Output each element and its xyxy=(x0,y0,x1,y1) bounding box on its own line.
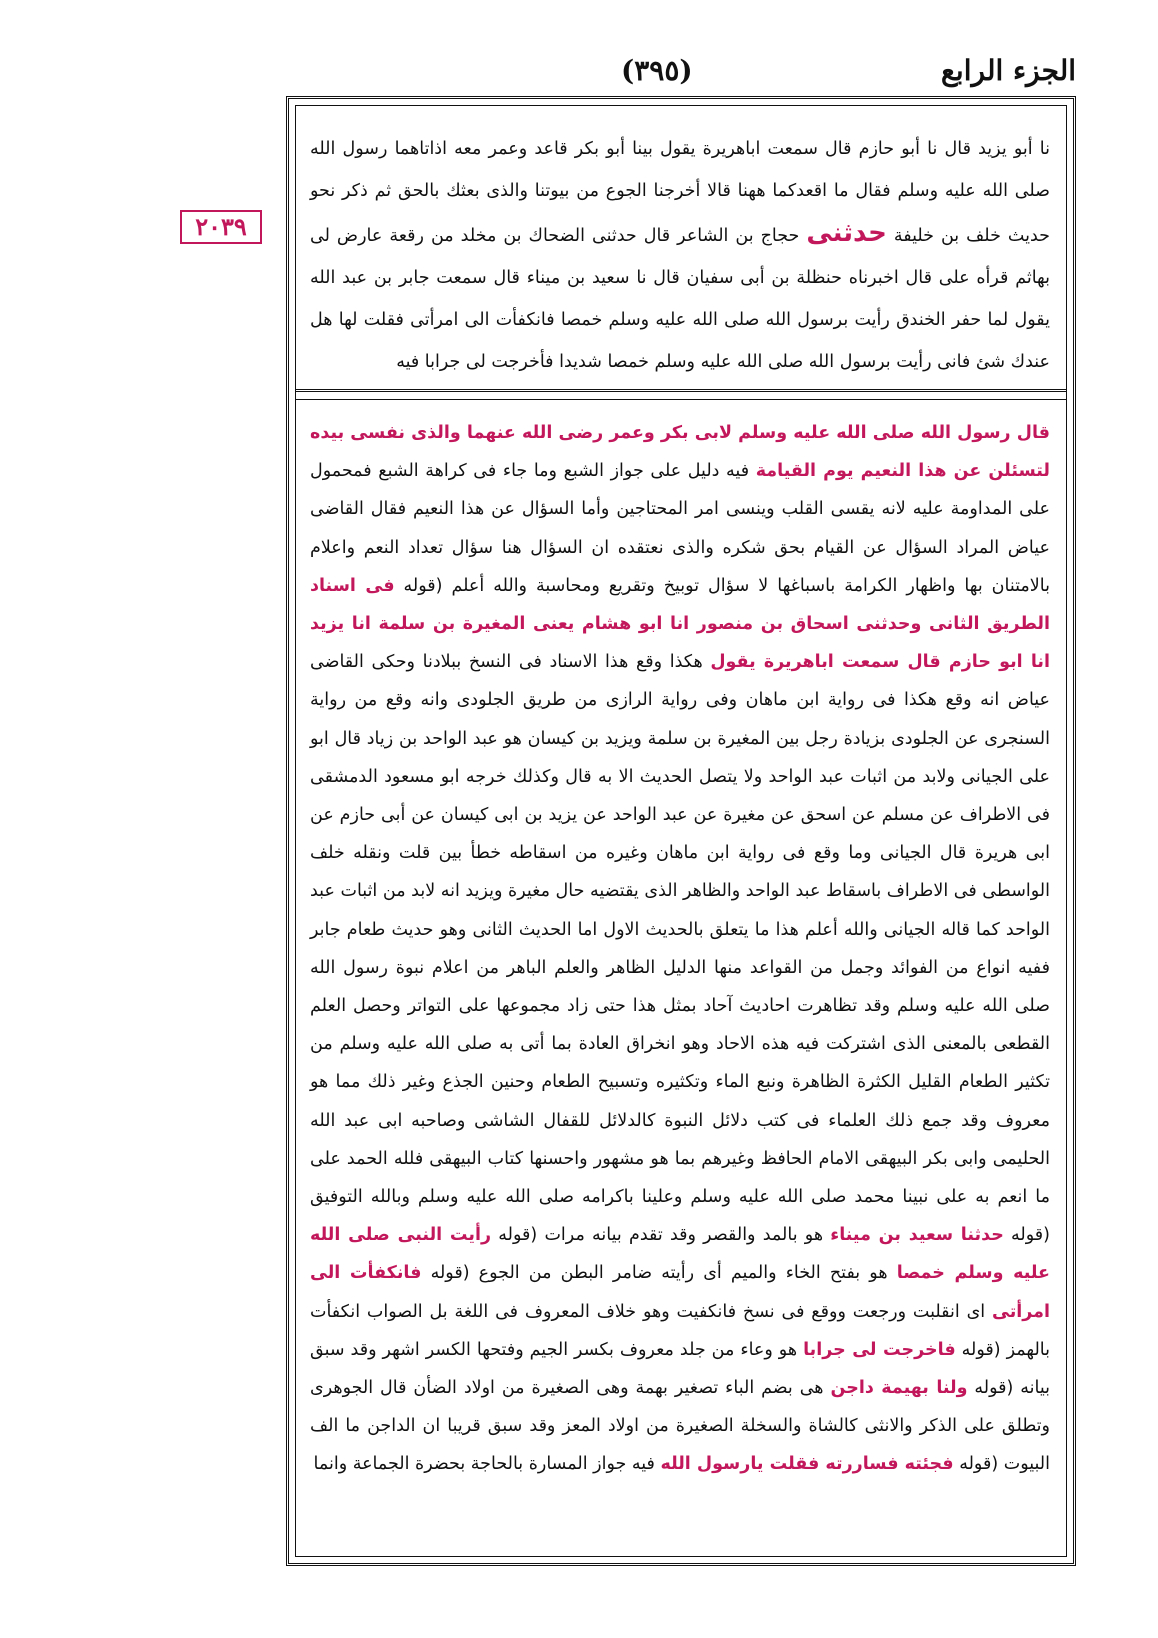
commentary-quote-8: فجئته فساررته فقلت يارسول الله xyxy=(660,1454,954,1475)
page-header xyxy=(286,48,1076,98)
hadith-text-part-2: حجاج بن الشاعر قال حدثنى الضحاك بن مخلد من رقعة عارض لى بهاثم قرأه على قال اخبرناه حنظلة بن أبى سفيان قال نا سعيد بن ميناء قال سمعت جابر بن عبد الله يقول لما حفر الخندق رأيت برسول الله صلى الله عليه وسلم خمصا فانكفأت الى امرأتى فقلت لها هل عندك شئ فانى رأيت برسول الله صلى الله عليه وسلم خمصا شديدا فأخرجت لى جرابا فيه xyxy=(310,226,1050,372)
haddathani-marker: حدثنى xyxy=(806,218,887,248)
hadith-section xyxy=(296,106,1066,392)
commentary-body-8: فيه جواز المسارة بالحاجة بحضرة الجماعة وانما xyxy=(313,1454,661,1475)
commentary-quote-7: ولنا بهيمة داجن xyxy=(830,1378,968,1399)
page-frame-inner xyxy=(295,105,1067,1557)
hadith-number-badge: ٢٠٣٩ xyxy=(180,210,262,244)
commentary-text xyxy=(310,414,1050,1484)
commentary-quote-1: قال رسول الله صلى الله عليه وسلم لابى بكر وعمر رضى الله عنهما والذى نفسى بيده لتسئلن عن هذا النعيم يوم القيامة xyxy=(310,423,1050,482)
page-number: (٣٩٥) xyxy=(621,54,693,87)
commentary-body-6: هو وعاء من جلد معروف بكسر الجيم وفتحها الكسر اشهر وقد سبق بيانه (قوله xyxy=(310,1339,1051,1399)
hadith-text-part-1: نا أبو يزيد قال نا أبو حازم قال سمعت اباهريرة يقول بينا أبو بكر قاعد وعمر معه اذاتاهما رسول الله صلى الله عليه وسلم فقال ما اقعدكما ههنا قالا أخرجنا الجوع من بيوتنا والذى بعثك بالحق ثم ذكر نحو حديث خلف بن خليفة xyxy=(310,139,1050,246)
commentary-body-7: هى بضم الباء تصغير بهمة وهى الصغيرة من اولاد الضأن قال الجوهرى وتطلق على الذكر والانثى كالشاة والسخلة الصغيرة من اولاد المعز وقد سبق قريبا ان الداجن ما الف البيوت (قوله xyxy=(310,1378,1050,1475)
commentary-body-2: هكذا وقع هذا الاسناد فى النسخ ببلادنا وحكى القاضى عياض انه وقع هكذا فى رواية ابن ماهان وفى رواية الرازى من طريق الجلودى وانه وقع من رواية السنجرى عن الجلودى بزيادة رجل بين المغيرة بن سلمة ويزيد بن كيسان هو عبد الواحد بن زياد قال ابو على الجيانى ولابد من اثبات عبد الواحد ولا يتصل الحديث الا به قال وكذلك خرجه ابو مسعود الدمشقى فى الاطراف عن مسلم عن اسحق عن مغيرة عن عبد الواحد عن يزيد بن ابى كيسان عن أبى حازم عن ابى هريرة قال الجيانى وما وقع فى رواية ابن ماهان وغيره من اسقاطه خطأ بين قلت ونقله خلف الواسطى فى الاطراف باسقاط عبد الواحد والظاهر الذى يقتضيه حال مغيرة ويزيد انه لابد من اثبات عبد الواحد كما قاله الجيانى والله أعلم هذا ما يتعلق بالحديث الاول اما الحديث الثانى وهو حديث طعام جابر ففيه انواع من الفوائد وجمل من القواعد منها الدليل الظاهر والعلم الباهر من اعلام نبوة رسول الله صلى الله عليه وسلم وقد تظاهرت احاديث آحاد بمثل هذا حتى زاد مجموعها على التواتر وحصل العلم القطعى بالمعنى الذى اشتركت فيه هذه الاحاد وهو انخراق العادة بما أتى به صلى الله عليه وسلم من تكثير الطعام القليل الكثرة الظاهرة ونبع الماء وتكثيره وتسبيح الطعام وحنين الجذع وغير ذلك مما هو معروف وقد جمع ذلك العلماء فى كتب دلائل النبوة كالدلائل للقفال الشاشى وصاحبه ابى عبد الله الحليمى وابى بكر البيهقى الامام الحافظ وغيرهم بما هو مشهور واحسنها كتاب البيهقى فلله الحمد على ما انعم به على نبينا محمد صلى الله عليه وسلم وعلينا باكرامه صلى الله عليه وسلم وبالله التوفيق (قوله xyxy=(310,652,1050,1246)
page-frame xyxy=(286,96,1076,1566)
commentary-section xyxy=(296,399,1066,1556)
volume-title: الجزء الرابع xyxy=(941,54,1076,87)
commentary-body-3: هو بالمد والقصر وقد تقدم بيانه مرات (قوله xyxy=(491,1225,831,1246)
commentary-quote-5: فانكفأت الى امرأتى xyxy=(310,1263,1050,1322)
commentary-quote-3: حدثنا سعيد بن ميناء xyxy=(830,1225,1004,1246)
commentary-quote-4: رأيت النبى صلى الله عليه وسلم خمصا xyxy=(310,1225,1050,1284)
commentary-quote-2: فى اسناد الطريق الثانى وحدثنى اسحاق بن منصور انا ابو هشام يعنى المغيرة بن سلمة انا يزيد انا ابو حازم قال سمعت اباهريرة يقول xyxy=(310,575,1050,673)
commentary-quote-6: فاخرجت لى جرابا xyxy=(803,1339,956,1360)
commentary-body-1: فيه دليل على جواز الشبع وما جاء فى كراهة الشبع فمحمول على المداومة عليه لانه يقسى القلب وينسى امر المحتاجين وأما السؤال عن هذا النعيم فقال القاضى عياض المراد السؤال عن القيام بحق شكره والذى نعتقده ان السؤال هنا سؤال تعداد النعم واعلام بالامتنان بها واظهار الكرامة باسباغها لا سؤال توبيخ وتقريع ومحاسبة والله أعلم (قوله xyxy=(310,461,1050,596)
commentary-body-5: اى انقلبت ورجعت ووقع فى نسخ فانكفيت وهو خلاف المعروف فى اللغة بل الصواب انكفأت بالهمز (قوله xyxy=(310,1301,1050,1360)
commentary-body-4: هو بفتح الخاء والميم أى رأيته ضامر البطن من الجوع (قوله xyxy=(421,1263,897,1284)
hadith-text xyxy=(310,128,1050,383)
